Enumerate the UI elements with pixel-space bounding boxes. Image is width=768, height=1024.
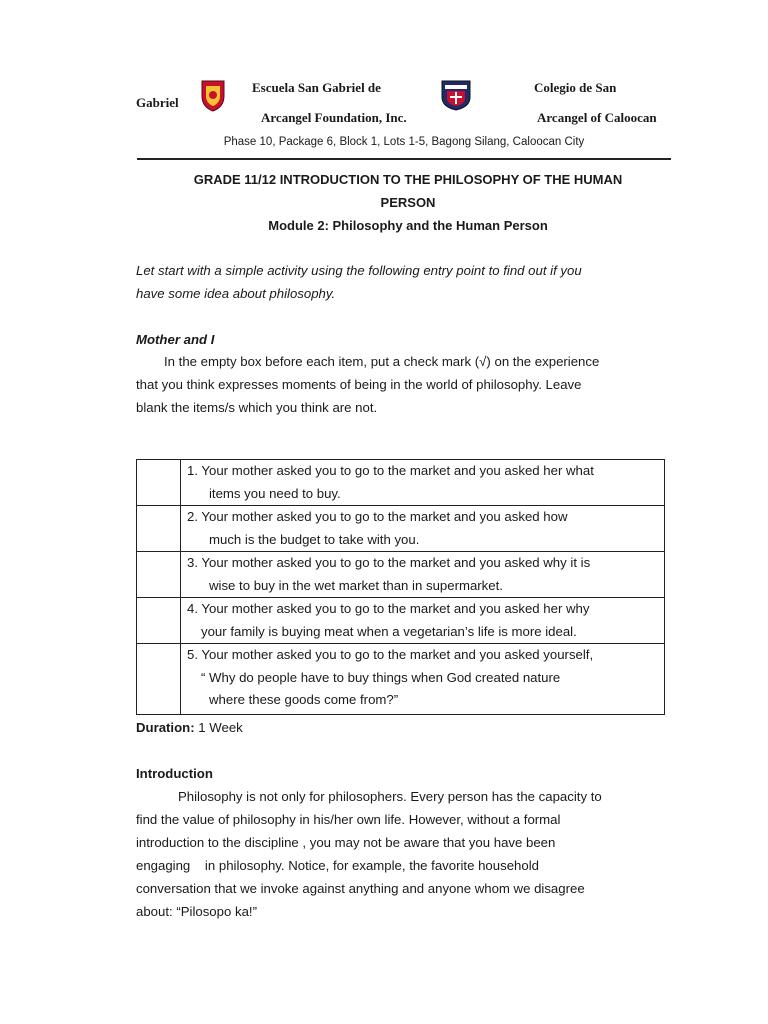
school-left-line1: Escuela San Gabriel de bbox=[252, 80, 381, 95]
intro-line: find the value of philosophy in his/her own life. However, without a formal bbox=[136, 812, 561, 827]
introduction-body bbox=[136, 785, 676, 923]
activity-heading: Mother and I bbox=[136, 332, 215, 347]
module-title: Module 2: Philosophy and the Human Person bbox=[268, 218, 548, 233]
gabriel-text: Gabriel bbox=[136, 95, 179, 110]
school-right-line2: Arcangel of Caloocan bbox=[537, 110, 657, 125]
intro-line: introduction to the discipline , you may not be aware that you have been bbox=[136, 835, 556, 850]
item-text: 3. Your mother asked you to go to the market and you asked why it is bbox=[187, 555, 591, 570]
item-text: items you need to buy. bbox=[209, 485, 341, 501]
item-text: 2. Your mother asked you to go to the market and you asked how bbox=[187, 509, 568, 524]
intro-prompt bbox=[136, 259, 676, 305]
school-left-line2: Arcangel Foundation, Inc. bbox=[261, 110, 407, 125]
school-left-logo bbox=[200, 78, 226, 112]
intro-line: Philosophy is not only for philosophers. Every person has the capacity to bbox=[178, 789, 602, 804]
intro-line: engaging in philosophy. Notice, for example, the favorite household bbox=[136, 858, 539, 873]
activity-line3: blank the items/s which you think are not. bbox=[136, 400, 378, 415]
item-text: 4. Your mother asked you to go to the market and you asked her why bbox=[187, 601, 590, 616]
intro-line: about: “Pilosopo ka!” bbox=[136, 904, 257, 919]
checkbox-divider bbox=[137, 505, 181, 506]
activity-line2: that you think expresses moments of being in the world of philosophy. Leave bbox=[136, 377, 582, 392]
intro-line: conversation that we invoke against anything and anyone whom we disagree bbox=[136, 881, 585, 896]
duration-label: Duration: bbox=[136, 720, 195, 735]
checkbox-item-4[interactable] bbox=[141, 602, 177, 640]
header-divider bbox=[137, 158, 671, 160]
duration-value: 1 Week bbox=[198, 720, 243, 735]
grade-title-line2: PERSON bbox=[380, 195, 436, 210]
activity-line1: In the empty box before each item, put a check mark (√) on the experience bbox=[164, 354, 600, 369]
activity-instructions bbox=[136, 350, 676, 419]
table-row bbox=[181, 506, 664, 552]
table-row bbox=[181, 644, 664, 713]
checkbox-item-3[interactable] bbox=[141, 556, 177, 594]
table-row bbox=[181, 552, 664, 598]
checkbox-item-1[interactable] bbox=[141, 464, 177, 502]
school-right-logo bbox=[440, 79, 472, 111]
item-text: 1. Your mother asked you to go to the market and you asked her what bbox=[187, 463, 594, 478]
grade-title-line1: GRADE 11/12 INTRODUCTION TO THE PHILOSOPHY OF THE HUMAN bbox=[193, 172, 623, 187]
item-text: much is the budget to take with you. bbox=[209, 531, 420, 547]
intro-prompt-line1: Let start with a simple activity using the following entry point to find out if you bbox=[136, 263, 582, 278]
item-text: 5. Your mother asked you to go to the market and you asked yourself, bbox=[187, 647, 594, 662]
school-right-line1: Colegio de San bbox=[534, 80, 617, 95]
checkbox-item-2[interactable] bbox=[141, 510, 177, 548]
checklist-table bbox=[136, 459, 665, 715]
item-text: your family is buying meat when a vegetarian’s life is more ideal. bbox=[201, 623, 577, 639]
item-text: wise to buy in the wet market than in supermarket. bbox=[209, 577, 503, 593]
duration bbox=[136, 716, 676, 739]
checkbox-divider bbox=[137, 551, 181, 552]
table-row bbox=[181, 598, 664, 644]
table-row bbox=[181, 460, 664, 506]
school-address: Phase 10, Package 6, Block 1, Lots 1-5, Bagong Silang, Caloocan City bbox=[223, 136, 585, 148]
checkbox-divider bbox=[137, 597, 181, 598]
item-text: “ Why do people have to buy things when God created nature bbox=[201, 669, 561, 685]
item-text: where these goods come from?” bbox=[209, 692, 399, 707]
introduction-heading: Introduction bbox=[136, 766, 213, 781]
checkbox-divider bbox=[137, 643, 181, 644]
checkbox-item-5[interactable] bbox=[141, 648, 177, 708]
intro-prompt-line2: have some idea about philosophy. bbox=[136, 286, 336, 301]
